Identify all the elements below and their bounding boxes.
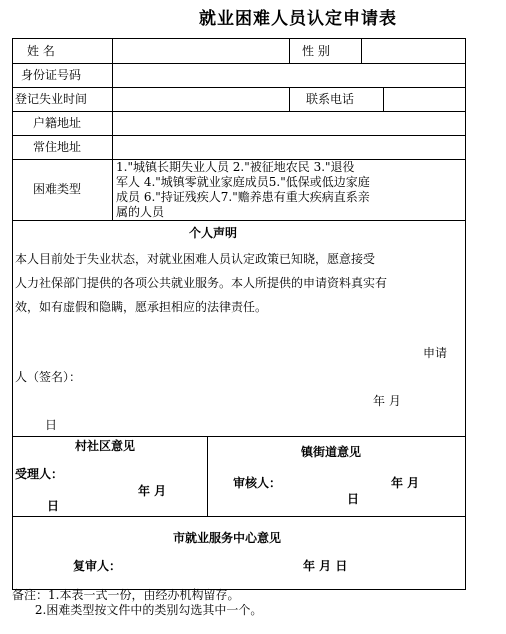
difficulty-options: [116, 160, 370, 220]
declaration-text: [15, 247, 387, 319]
declaration-line: 本人目前处于失业状态，对就业困难人员认定政策已知晓，愿意接受: [15, 252, 376, 266]
difficulty-option-line: 属的人员: [116, 205, 165, 219]
difficulty-option-line: 成员 6."持证残疾人7."赡养患有重大疾病直系亲: [116, 190, 370, 204]
street-reviewer-label: 审核人：: [233, 476, 282, 490]
residence-address-label: 常住地址: [33, 140, 82, 154]
community-receiver-label: 受理人：: [15, 467, 64, 481]
street-day: 日: [347, 492, 360, 506]
applicant-label: 申请: [423, 346, 448, 360]
note-line: 2.困难类型按文件中的类别勾选其中一个。: [12, 603, 263, 617]
household-address-label: 户籍地址: [33, 116, 82, 130]
street-opinion-heading: 镇街道意见: [301, 445, 362, 459]
declaration-day: 日: [45, 418, 58, 432]
unemployment-time-label: 登记失业时间: [15, 92, 88, 106]
note-line: 备注：1.本表一式一份，由经办机构留存。: [12, 588, 240, 602]
application-form-table: [12, 38, 466, 590]
phone-label: 联系电话: [306, 92, 355, 106]
declaration-line: 人力社保部门提供的各项公共就业服务。本人所提供的申请资料真实有: [15, 276, 388, 290]
name-label: 姓 名: [27, 44, 55, 58]
difficulty-option-line: 1."城镇长期失业人员 2."被征地农民 3."退役: [116, 160, 355, 174]
gender-label: 性 别: [302, 44, 330, 58]
difficulty-type-label: 困难类型: [33, 182, 82, 196]
street-year-month: 年 月: [391, 476, 420, 490]
notes: [12, 588, 262, 618]
center-date: 年 月 日: [303, 559, 348, 573]
declaration-line: 效，如有虚假和隐瞒，愿承担相应的法律责任。: [15, 300, 268, 314]
center-opinion-heading: 市就业服务中心意见: [173, 531, 282, 545]
form-title: 就业困难人员认定申请表: [199, 9, 397, 29]
community-year-month: 年 月: [138, 484, 167, 498]
id-number-label: 身份证号码: [21, 68, 82, 82]
community-day: 日: [47, 499, 60, 513]
center-rechecker-label: 复审人：: [73, 559, 122, 573]
signature-label: 人（签名）：: [15, 370, 82, 384]
difficulty-option-line: 军人 4."城镇零就业家庭成员5."低保或低边家庭: [116, 175, 370, 189]
community-opinion-heading: 村社区意见: [75, 439, 136, 453]
declaration-year-month: 年 月: [373, 394, 401, 408]
declaration-heading: 个人声明: [189, 226, 238, 240]
